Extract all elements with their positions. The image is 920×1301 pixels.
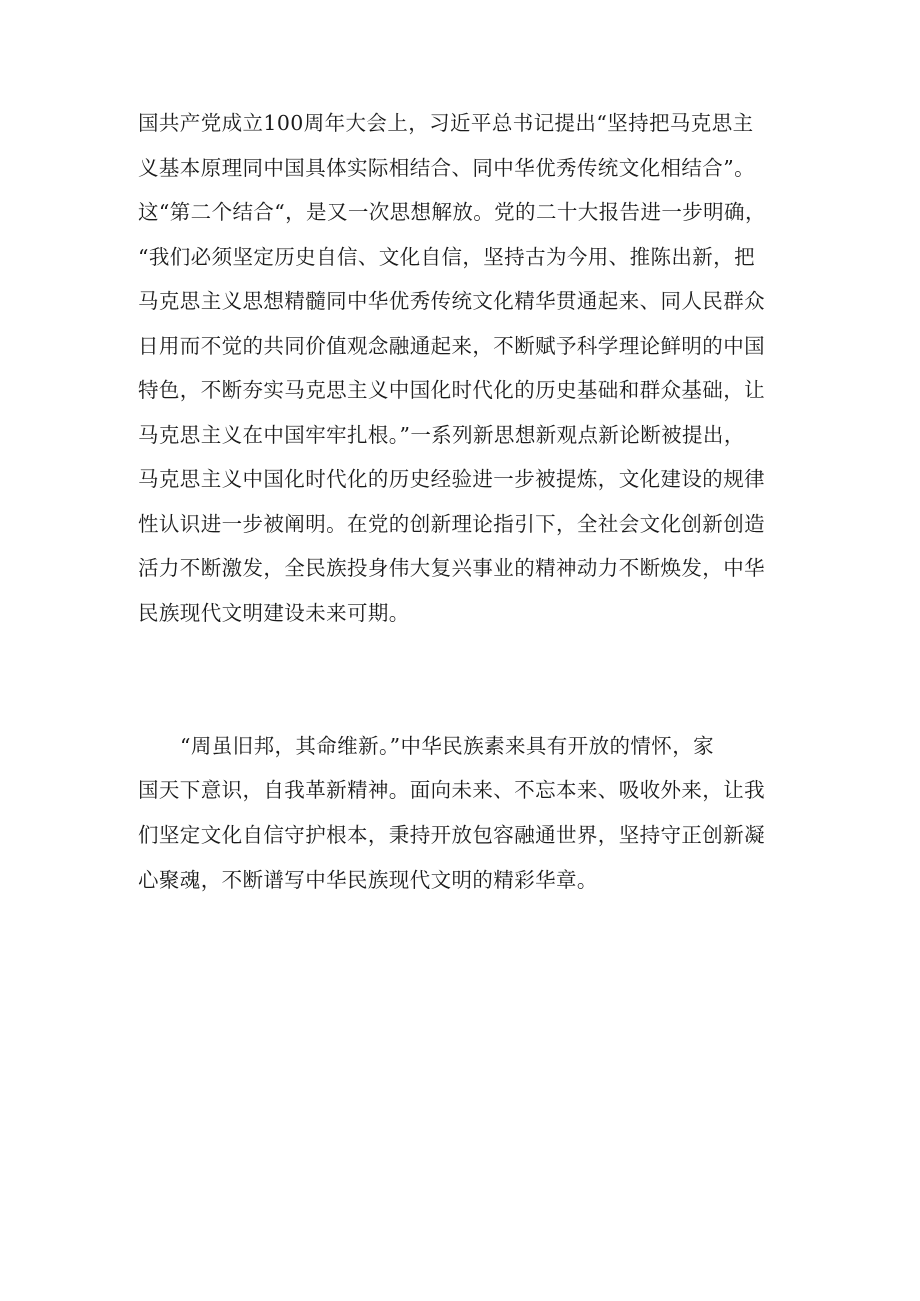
text-line: 国共产党成立100周年大会上，习近平总书记提出“坚持把马克思主 [138, 111, 754, 135]
text-line: “我们必须坚定历史自信、文化自信，坚持古为今用、推陈出新，把 [138, 245, 755, 269]
text-line: 马克思主义在中国牢牢扎根。”一系列新思想新观点新论断被提出， [138, 423, 745, 447]
text-line: 义基本原理同中国具体实际相结合、同中华优秀传统文化相结合”。 [138, 156, 755, 180]
text-line: 国天下意识，自我革新精神。面向未来、不忘本来、吸收外来，让我 [138, 778, 765, 802]
text-line: 马克思主义思想精髓同中华优秀传统文化精华贯通起来、同人民群众 [138, 289, 765, 313]
text-line: 特色，不断夯实马克思主义中国化时代化的历史基础和群众基础，让 [138, 378, 765, 402]
text-line: 马克思主义中国化时代化的历史经验进一步被提炼，文化建设的规律 [138, 467, 765, 491]
text-line: 们坚定文化自信守护根本，秉持开放包容融通世界，坚持守正创新凝 [138, 823, 765, 847]
text-line: “周虽旧邦，其命维新。”中华民族素来具有开放的情怀，家 [180, 734, 715, 758]
text-line: 活力不断激发，全民族投身伟大复兴事业的精神动力不断焕发，中华 [138, 556, 765, 580]
text-line: 日用而不觉的共同价值观念融通起来，不断赋予科学理论鲜明的中国 [138, 334, 765, 358]
text-line: 这“第二个结合“，是又一次思想解放。党的二十大报告进一步明确， [138, 200, 766, 224]
text-line: 性认识进一步被阐明。在党的创新理论指引下，全社会文化创新创造 [138, 512, 765, 536]
text-line: 民族现代文明建设未来可期。 [138, 601, 410, 625]
text-line: 心聚魂，不断谱写中华民族现代文明的精彩华章。 [138, 868, 598, 892]
